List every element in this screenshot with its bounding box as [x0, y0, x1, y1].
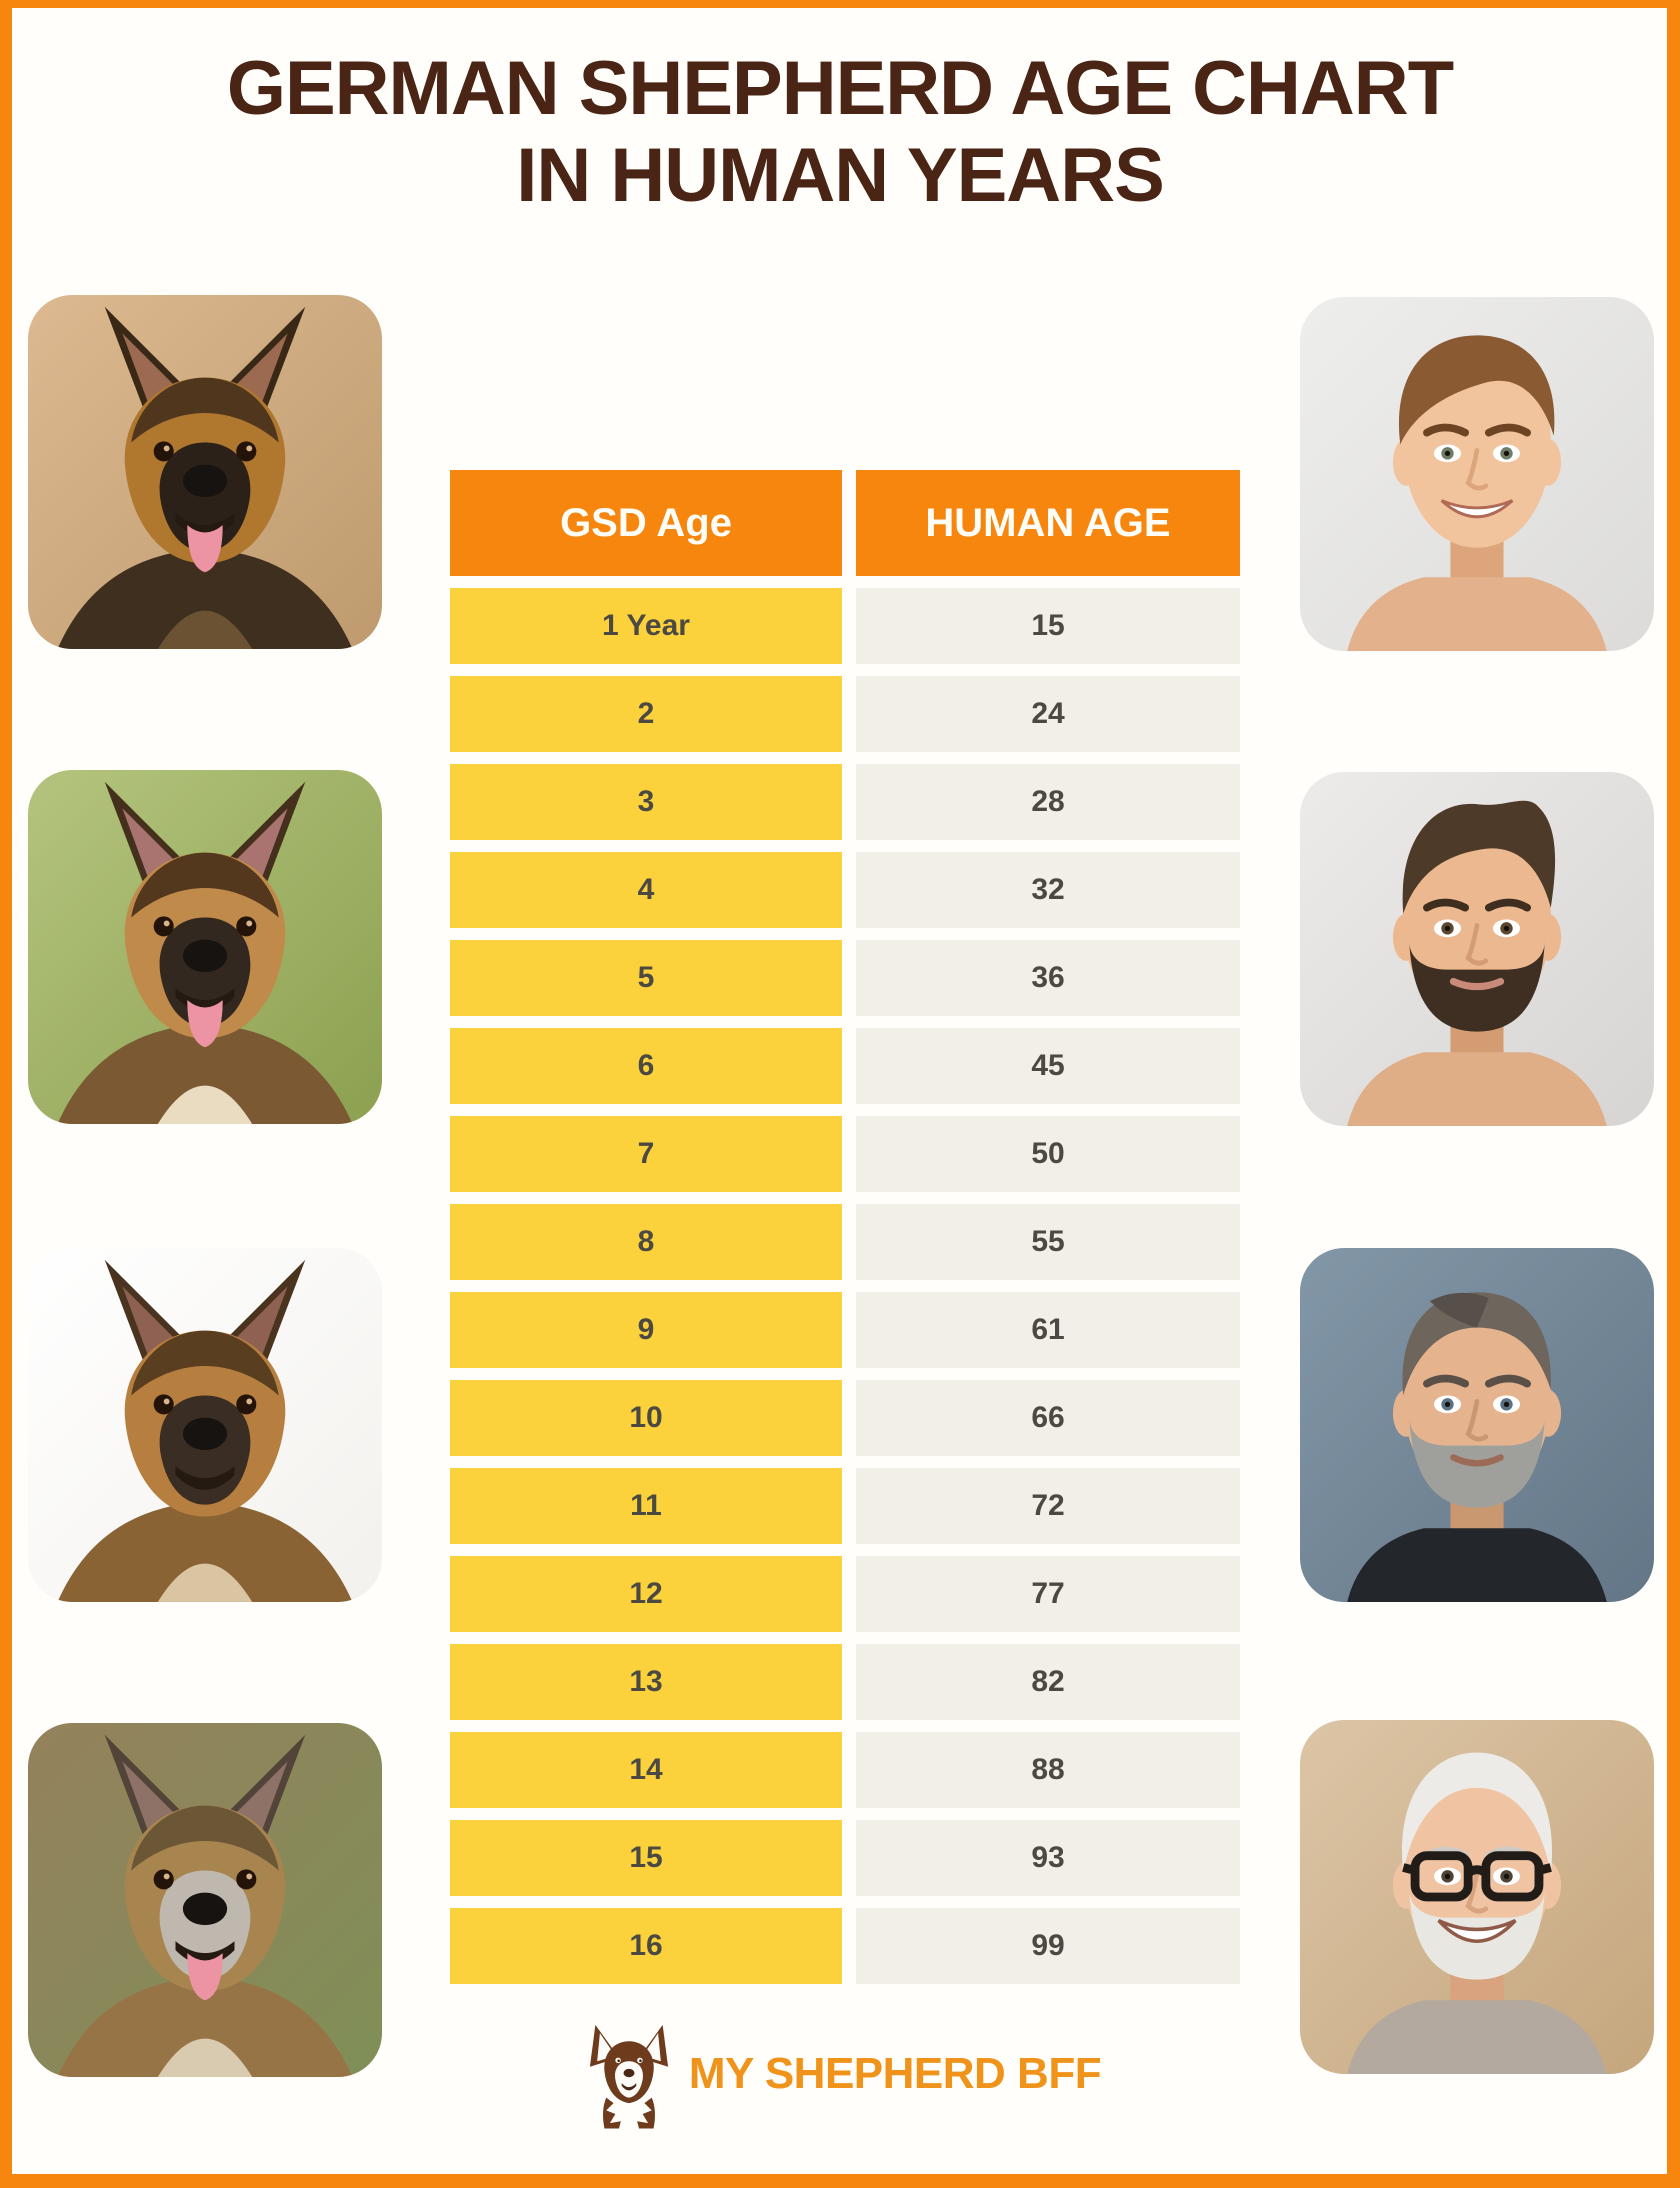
gsd-age-cell: 8	[450, 1204, 842, 1280]
gsd-age-cell: 3	[450, 764, 842, 840]
human-age-cell: 99	[856, 1908, 1240, 1984]
gsd-age-cell: 1 Year	[450, 588, 842, 664]
human-age-cell: 45	[856, 1028, 1240, 1104]
gsd-age-cell: 11	[450, 1468, 842, 1544]
shepherd-dog-logo-icon	[579, 2008, 679, 2140]
gsd-age-cell: 15	[450, 1820, 842, 1896]
human-age-cell: 36	[856, 940, 1240, 1016]
gsd-age-cell: 10	[450, 1380, 842, 1456]
human-age-cell: 93	[856, 1820, 1240, 1896]
gsd-age-cell: 7	[450, 1116, 842, 1192]
gsd-age-cell: 13	[450, 1644, 842, 1720]
human-age-cell: 50	[856, 1116, 1240, 1192]
human-photo-teen	[1300, 297, 1654, 651]
dog-photo-young	[28, 295, 382, 649]
gsd-age-cell: 5	[450, 940, 842, 1016]
human-age-cell: 55	[856, 1204, 1240, 1280]
gsd-age-cell: 4	[450, 852, 842, 928]
human-age-cell: 72	[856, 1468, 1240, 1544]
column-header-gsd-age: GSD Age	[450, 470, 842, 576]
gsd-age-cell: 12	[450, 1556, 842, 1632]
column-header-human-age: HUMAN AGE	[856, 470, 1240, 576]
dog-photo-mature	[28, 1248, 382, 1602]
title-line-1: GERMAN SHEPHERD AGE CHART	[226, 46, 1454, 131]
gsd-age-cell: 14	[450, 1732, 842, 1808]
human-age-cell: 24	[856, 676, 1240, 752]
gsd-age-cell: 9	[450, 1292, 842, 1368]
gsd-age-cell: 6	[450, 1028, 842, 1104]
title-line-2: IN HUMAN YEARS	[516, 132, 1164, 218]
human-age-cell: 82	[856, 1644, 1240, 1720]
human-age-cell: 15	[856, 588, 1240, 664]
human-photo-middle-aged	[1300, 1248, 1654, 1602]
human-age-cell: 77	[856, 1556, 1240, 1632]
gsd-age-cell: 2	[450, 676, 842, 752]
gsd-age-cell: 16	[450, 1908, 842, 1984]
brand-name: MY SHEPHERD BFF	[688, 2049, 1102, 2098]
dog-photo-adult	[28, 770, 382, 1124]
human-age-cell: 88	[856, 1732, 1240, 1808]
human-age-cell: 61	[856, 1292, 1240, 1368]
human-age-cell: 32	[856, 852, 1240, 928]
human-photo-adult	[1300, 772, 1654, 1126]
brand-logo	[0, 2008, 1680, 2140]
page-title	[0, 46, 1680, 219]
human-age-cell: 28	[856, 764, 1240, 840]
human-age-cell: 66	[856, 1380, 1240, 1456]
age-chart-table	[450, 470, 1240, 1984]
